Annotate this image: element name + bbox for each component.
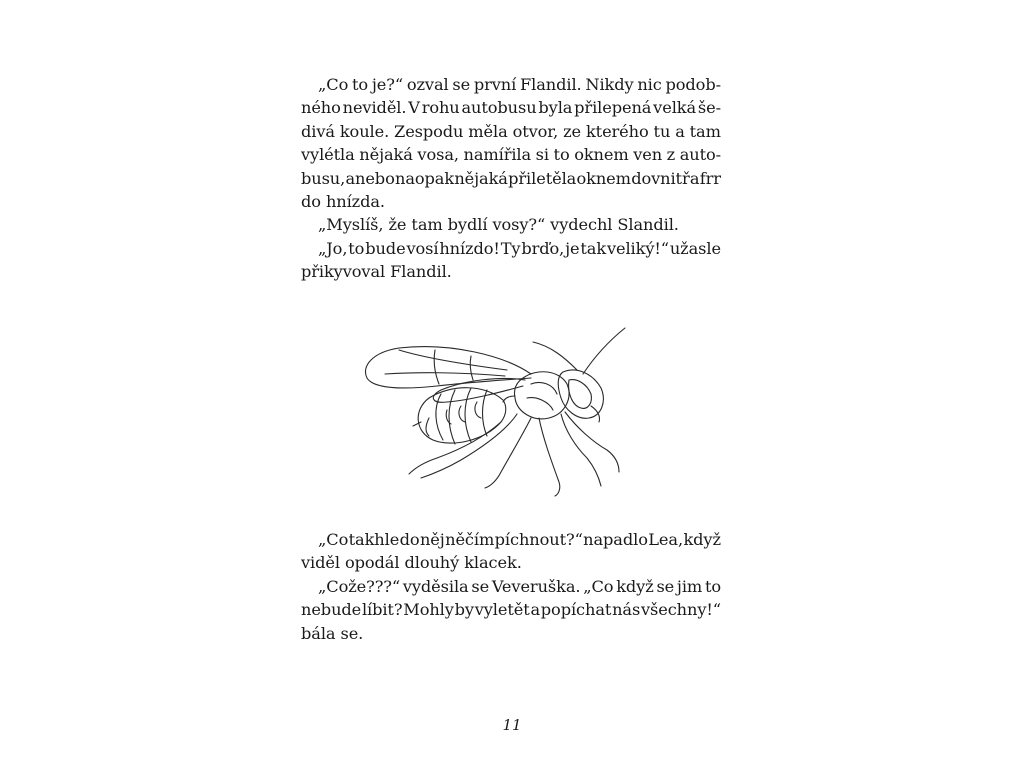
wasp-drawing-icon: [355, 322, 630, 497]
text-line: do hnízda.: [301, 191, 385, 211]
wing-front: [365, 347, 531, 388]
leg-middle: [539, 418, 560, 496]
text-line: „Co to je?“ ozval se první Flandil. Nikdy nic podob-: [318, 75, 721, 94]
text-line: vylétla nějaká vosa, namířila si to oknem ven z auto-: [301, 145, 721, 165]
text-line: přikyvoval Flandil.: [301, 262, 452, 282]
text-line: busu, anebo naopak nějaká přiletěla oknem dovnitř a frr: [301, 168, 721, 188]
text-line: divá koule. Zespodu měla otvor, ze kterého tu a tam: [301, 121, 721, 141]
text-line: ného neviděl. V rohu autobusu byla přilepená velká še-: [301, 98, 721, 118]
page-number: 11: [502, 716, 522, 734]
text-line: nebude líbit? Mohly by vyletět a popíchat nás všechny!“: [301, 600, 721, 620]
wasp-abdomen: [418, 388, 506, 443]
text-line: „Cože???“ vyděsila se Veveruška. „Co když se jim to: [318, 576, 721, 596]
text-line: „Jo, to bude vosí hnízdo! Ty brďo, je tak veliký!“ užasle: [318, 238, 721, 258]
text-block-bottom: [301, 528, 721, 645]
text-line: „Myslíš, že tam bydlí vosy?“ vydechl Slandil.: [318, 215, 679, 235]
antenna-left: [583, 328, 625, 374]
text-block-top: [301, 73, 721, 284]
text-line: bála se.: [301, 623, 364, 643]
antenna-right: [533, 342, 577, 370]
text-line: „Co takhle do něj něčím píchnout?“ napadlo Lea, když: [318, 530, 721, 549]
text-line: viděl opodál dlouhý klacek.: [301, 553, 522, 573]
